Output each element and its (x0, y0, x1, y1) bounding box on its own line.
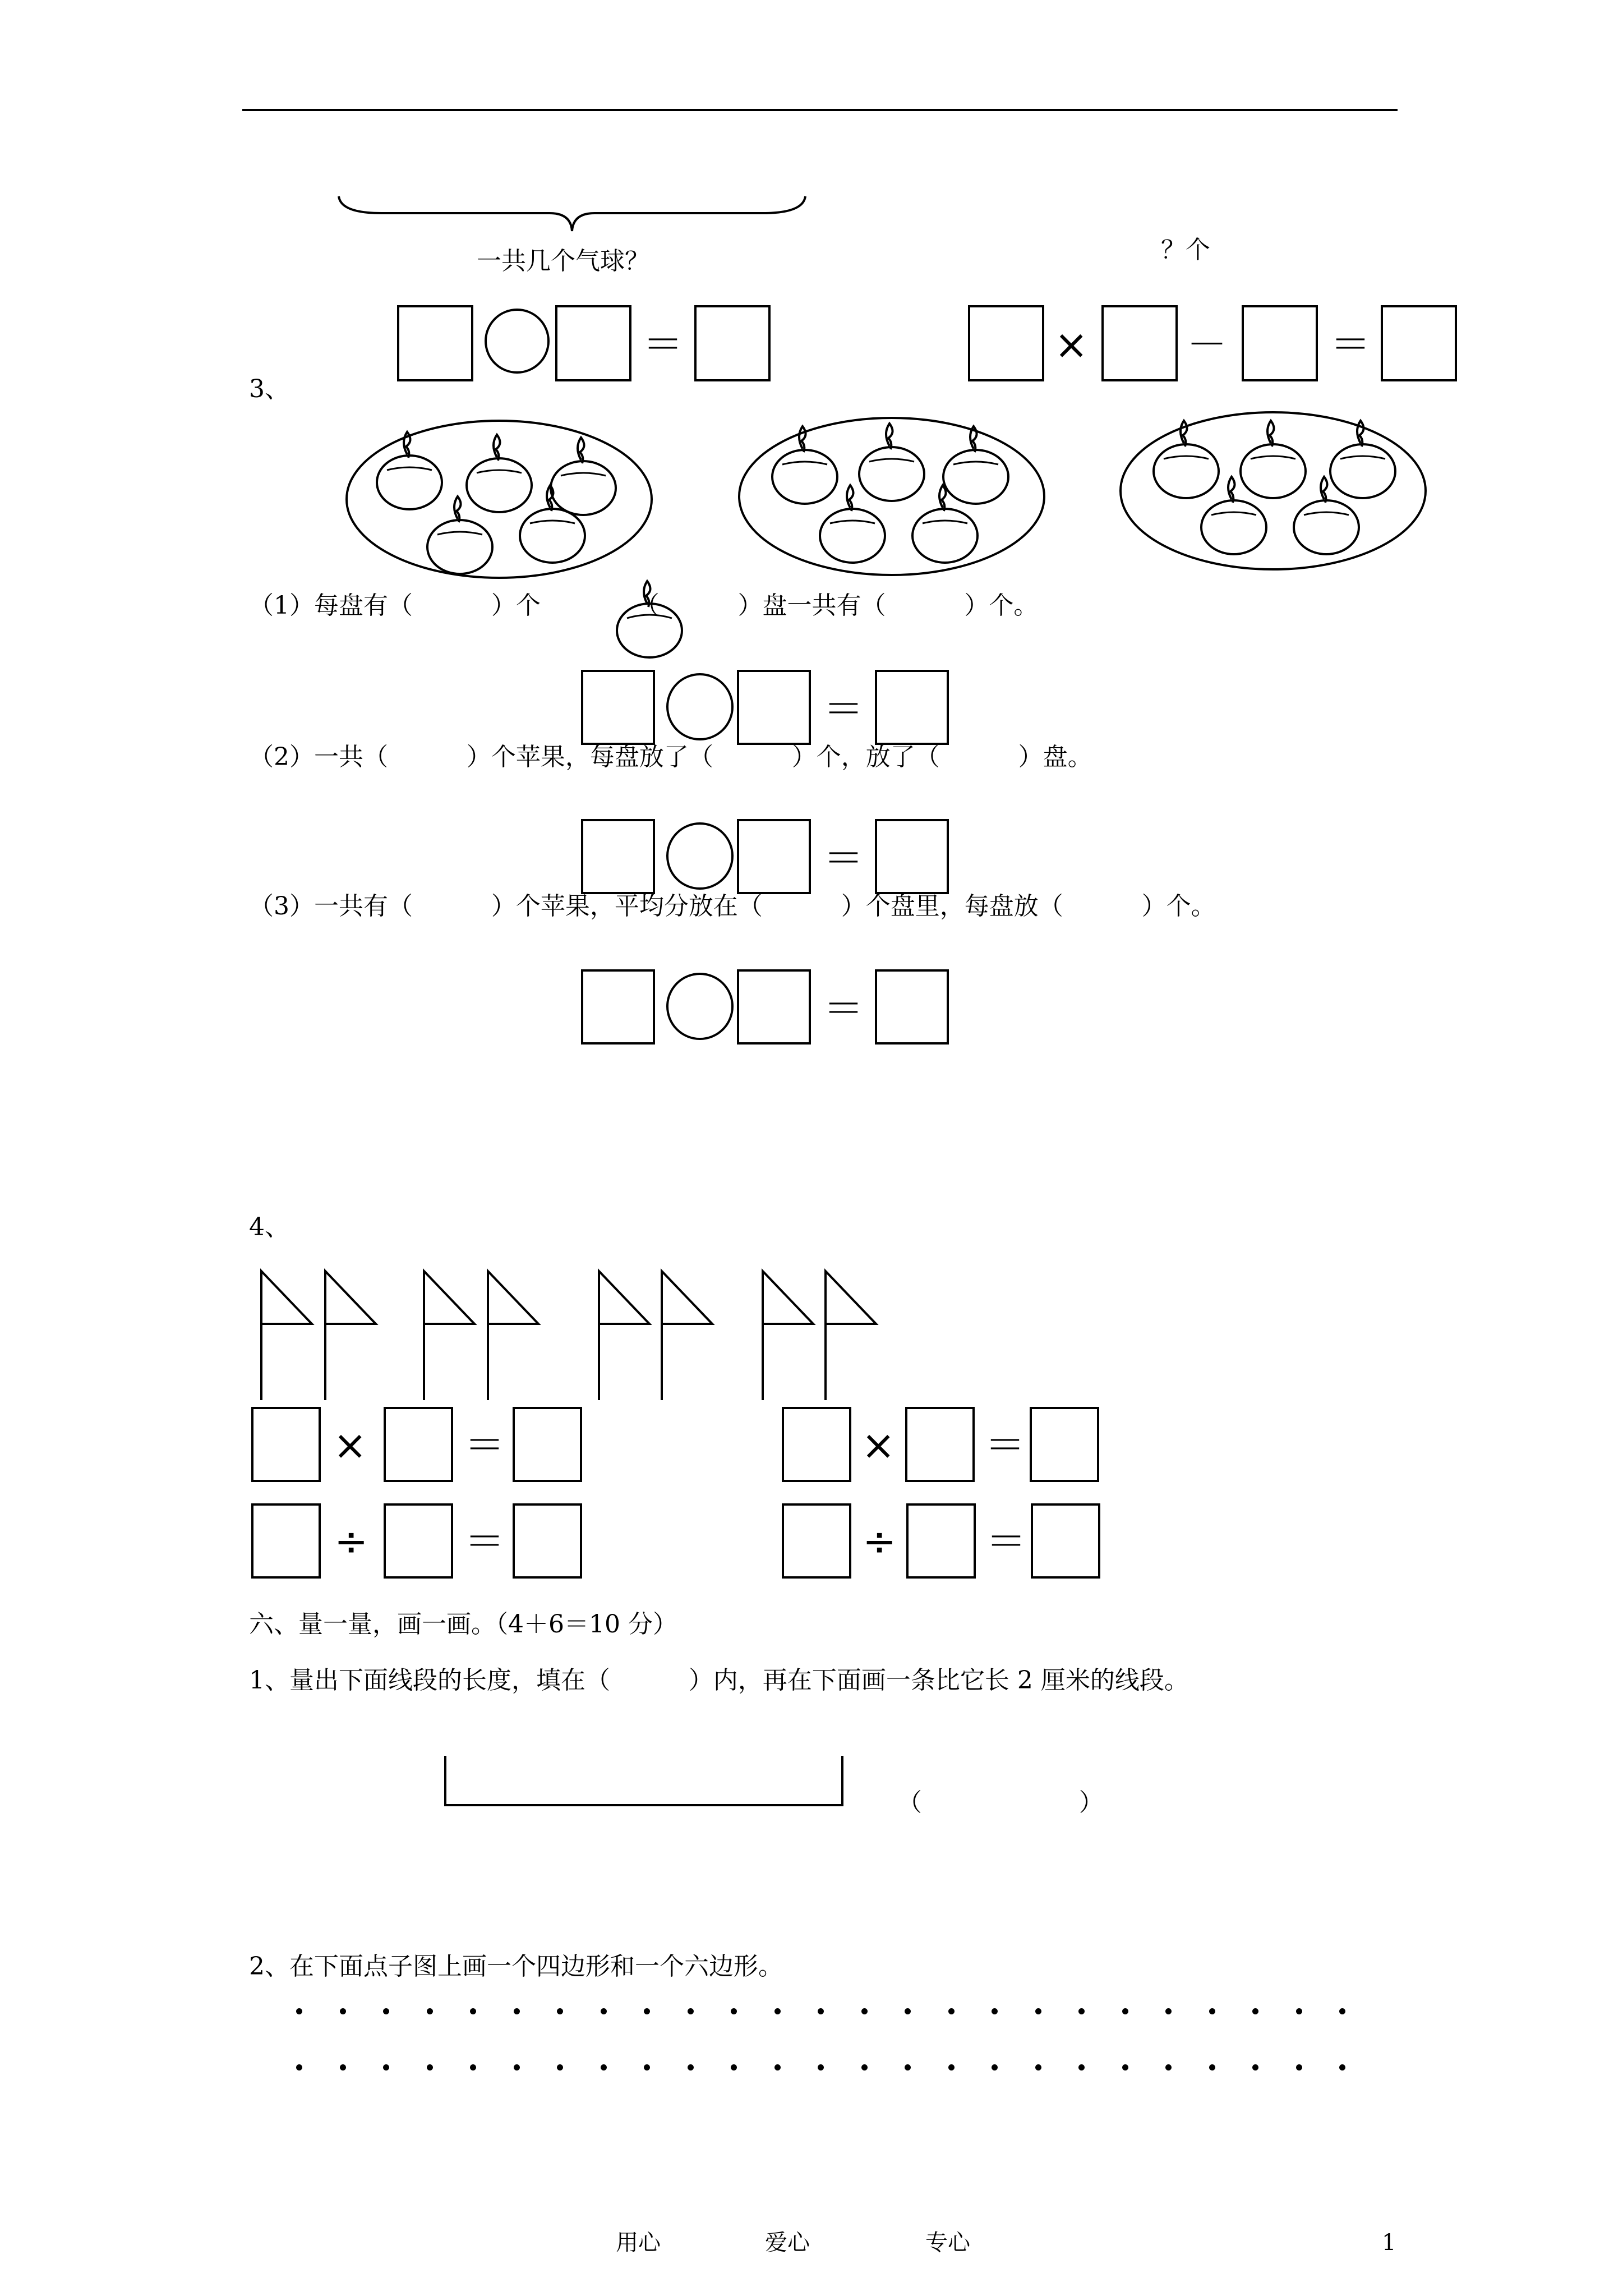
grid-dot[interactable] (383, 2064, 389, 2070)
grid-dot[interactable] (948, 2064, 955, 2070)
answer-box[interactable] (1031, 1503, 1100, 1579)
q3-line-2: （2）一共（ ）个苹果，每盘放了（ ）个，放了（ ）盘。 (249, 743, 1092, 771)
answer-paren[interactable]: （ ） (897, 1788, 1104, 1817)
q2-caption-right: ？个 (1161, 236, 1210, 264)
flag-icon (325, 1271, 376, 1400)
brace-icon (336, 194, 808, 233)
grid-dot[interactable] (340, 2064, 346, 2070)
grid-dot[interactable] (818, 2008, 824, 2014)
footer-word: 专心 (925, 2230, 970, 2256)
answer-box[interactable] (384, 1407, 453, 1482)
grid-dot[interactable] (861, 2064, 868, 2070)
answer-box[interactable] (1030, 1407, 1099, 1482)
page-number: 1 (1382, 2230, 1396, 2256)
section6-item-2: 2、在下面点子图上画一个四边形和一个六边形。 (249, 1952, 783, 1981)
grid-dot[interactable] (905, 2008, 911, 2014)
answer-box[interactable] (555, 305, 631, 381)
answer-box[interactable] (737, 819, 811, 894)
answer-box[interactable] (782, 1407, 851, 1482)
answer-box[interactable] (1101, 305, 1178, 381)
question-number: 3、 (249, 375, 289, 403)
grid-dot[interactable] (1339, 2064, 1345, 2070)
flag-icon (662, 1271, 712, 1400)
grid-dot[interactable] (340, 2008, 346, 2014)
grid-dot[interactable] (774, 2064, 781, 2070)
grid-dot[interactable] (296, 2008, 302, 2014)
grid-dot[interactable] (992, 2064, 998, 2070)
grid-dot[interactable] (1122, 2064, 1128, 2070)
grid-dot[interactable] (1252, 2064, 1258, 2070)
q3-line-3: （3）一共有（ ）个苹果，平均分放在（ ）个盘里，每盘放（ ）个。 (249, 892, 1216, 921)
operator-circle[interactable] (666, 973, 734, 1040)
flag-icon (599, 1271, 649, 1400)
divide-sign: ÷ (863, 1518, 897, 1565)
apple-plates-illustration (336, 415, 1458, 595)
answer-box[interactable] (384, 1503, 453, 1579)
grid-dot[interactable] (601, 2064, 607, 2070)
answer-box[interactable] (782, 1503, 851, 1579)
grid-dot[interactable] (688, 2064, 694, 2070)
equals-sign: ＝ (986, 1518, 1027, 1565)
times-sign: × (333, 1421, 367, 1469)
grid-dot[interactable] (427, 2064, 433, 2070)
grid-dot[interactable] (427, 2008, 433, 2014)
plate (1121, 412, 1426, 569)
grid-dot[interactable] (1078, 2064, 1085, 2070)
answer-box[interactable] (875, 670, 949, 745)
flag-icon (261, 1271, 312, 1400)
grid-dot[interactable] (1035, 2008, 1041, 2014)
flag-icon (763, 1271, 813, 1400)
equals-sign: ＝ (823, 685, 864, 733)
answer-box[interactable] (581, 670, 655, 745)
times-sign: × (1054, 321, 1089, 368)
grid-dot[interactable] (1252, 2008, 1258, 2014)
answer-box[interactable] (251, 1407, 321, 1482)
operator-circle[interactable] (666, 673, 734, 740)
equals-sign: ＝ (643, 321, 684, 368)
grid-dot[interactable] (948, 2008, 955, 2014)
answer-box[interactable] (875, 819, 949, 894)
answer-box[interactable] (737, 969, 811, 1045)
answer-box[interactable] (694, 305, 771, 381)
grid-dot[interactable] (688, 2008, 694, 2014)
apple-icon (614, 578, 692, 662)
grid-dot[interactable] (557, 2064, 563, 2070)
grid-dot[interactable] (731, 2064, 737, 2070)
answer-box[interactable] (1381, 305, 1457, 381)
grid-dot[interactable] (296, 2064, 302, 2070)
grid-dot[interactable] (644, 2064, 650, 2070)
operator-circle[interactable] (485, 309, 550, 374)
answer-box[interactable] (397, 305, 473, 381)
header-rule (242, 109, 1398, 111)
grid-dot[interactable] (1122, 2008, 1128, 2014)
grid-dot[interactable] (601, 2008, 607, 2014)
equals-sign: ＝ (823, 835, 864, 882)
equals-sign: ＝ (823, 985, 864, 1032)
section-title: 六、量一量，画一画。（4＋6＝10 分） (249, 1610, 677, 1639)
equals-sign: ＝ (464, 1518, 505, 1565)
footer-word: 用心 (616, 2230, 661, 2256)
question-number: 4、 (249, 1213, 289, 1241)
q3-line-1: （1）每盘有（ ）个 （ ）盘一共有（ ）个。 (249, 591, 1039, 620)
grid-dot[interactable] (1296, 2064, 1302, 2070)
answer-box[interactable] (251, 1503, 321, 1579)
grid-dot[interactable] (644, 2008, 650, 2014)
answer-box[interactable] (875, 969, 949, 1045)
flags-illustration (258, 1268, 886, 1402)
grid-dot[interactable] (1209, 2008, 1215, 2014)
grid-dot[interactable] (1035, 2064, 1041, 2070)
grid-dot[interactable] (1078, 2008, 1085, 2014)
grid-dot[interactable] (470, 2064, 476, 2070)
answer-box[interactable] (737, 670, 811, 745)
section6-item-1: 1、量出下面线段的长度，填在（ ）内，再在下面画一条比它长 2 厘米的线段。 (249, 1666, 1189, 1695)
answer-box[interactable] (581, 969, 655, 1045)
grid-dot[interactable] (905, 2064, 911, 2070)
operator-circle[interactable] (666, 822, 734, 890)
grid-dot[interactable] (1209, 2064, 1215, 2070)
grid-dot[interactable] (992, 2008, 998, 2014)
grid-dot[interactable] (1165, 2064, 1172, 2070)
flag-icon (424, 1271, 474, 1400)
grid-dot[interactable] (818, 2064, 824, 2070)
equals-sign: ＝ (985, 1421, 1026, 1469)
answer-box[interactable] (906, 1503, 976, 1579)
grid-dot[interactable] (774, 2008, 781, 2014)
q2-caption-left: 一共几个气球？ (477, 247, 649, 275)
equals-sign: ＝ (1330, 321, 1371, 368)
answer-box[interactable] (513, 1407, 582, 1482)
grid-dot[interactable] (861, 2008, 868, 2014)
answer-box[interactable] (581, 819, 655, 894)
grid-dot[interactable] (470, 2008, 476, 2014)
grid-dot[interactable] (1165, 2008, 1172, 2014)
flag-icon (488, 1271, 538, 1400)
divide-sign: ÷ (334, 1518, 368, 1565)
grid-dot[interactable] (514, 2064, 520, 2070)
grid-dot[interactable] (514, 2008, 520, 2014)
grid-dot[interactable] (1296, 2008, 1302, 2014)
grid-dot[interactable] (1339, 2008, 1345, 2014)
footer-word: 爱心 (765, 2230, 810, 2256)
answer-box[interactable] (905, 1407, 975, 1482)
times-sign: × (861, 1421, 896, 1469)
grid-dot[interactable] (383, 2008, 389, 2014)
equals-sign: ＝ (464, 1421, 505, 1469)
flag-icon (826, 1271, 876, 1400)
grid-dot[interactable] (557, 2008, 563, 2014)
answer-box[interactable] (1242, 305, 1318, 381)
answer-box[interactable] (513, 1503, 582, 1579)
measure-line-segment (443, 1756, 847, 1812)
grid-dot[interactable] (731, 2008, 737, 2014)
minus-sign: － (1187, 321, 1228, 368)
answer-box[interactable] (968, 305, 1044, 381)
